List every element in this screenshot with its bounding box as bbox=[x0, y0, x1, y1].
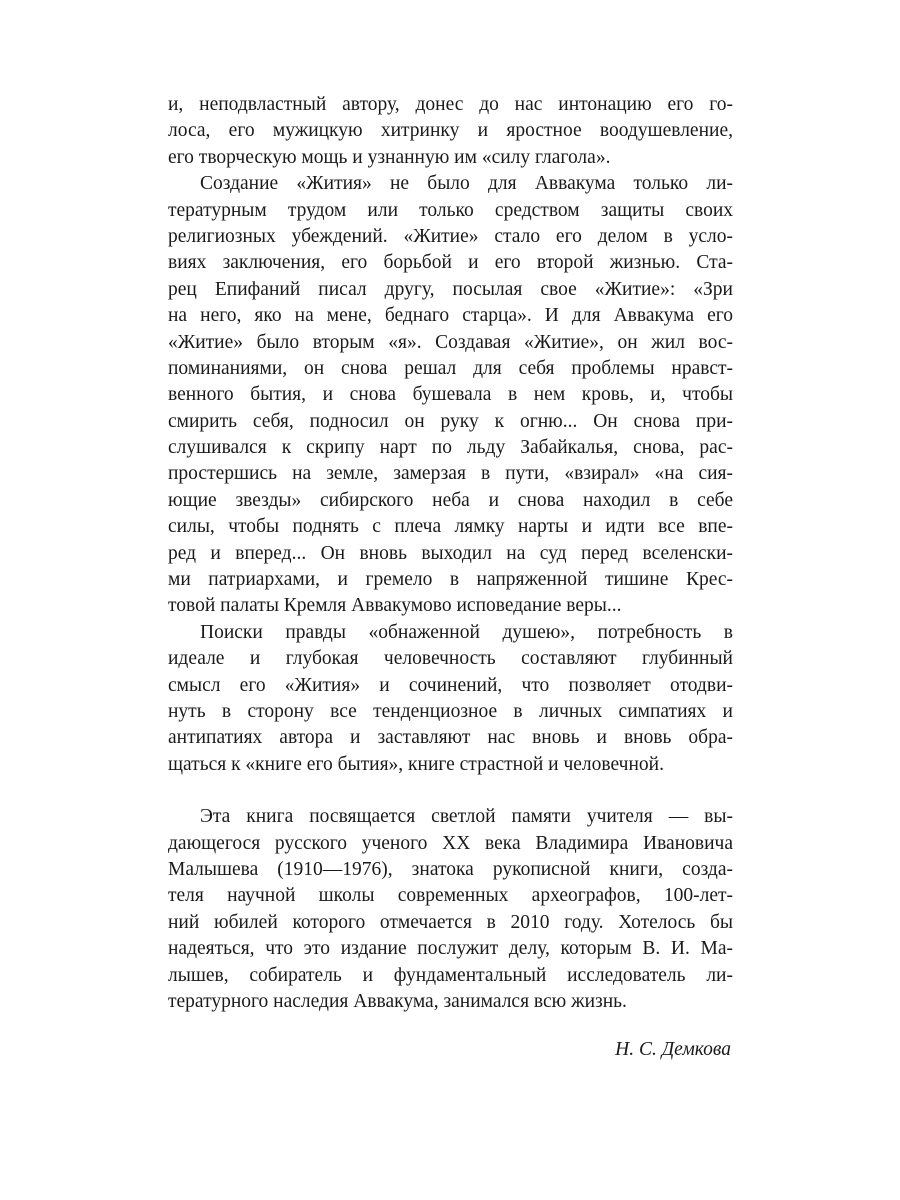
text-line: и, неподвластный автору, донес до нас интонацию его го- bbox=[168, 94, 733, 115]
paragraph-1 bbox=[168, 92, 733, 171]
text-line: ми патриархами, и гремело в напряженной тишине Крес- bbox=[168, 569, 733, 591]
text-line: Малышева (1910—1976), знатока рукописной книги, созда- bbox=[168, 858, 733, 880]
text-line: щаться к «книге его бытия», книге страстной и человечной. bbox=[168, 753, 664, 775]
text-line: ред и вперед... Он вновь выходил на суд перед вселенски- bbox=[168, 542, 733, 564]
author-signature: Н. С. Демкова bbox=[615, 1039, 731, 1061]
text-line: виях заключения, его борьбой и его второй жизнью. Ста- bbox=[168, 252, 733, 274]
dedication-paragraph bbox=[168, 804, 733, 1015]
text-line: «Житие» было вторым «я». Создавая «Житие», он жил вос- bbox=[168, 331, 733, 353]
text-line: надеяться, что это издание послужит делу, которым В. И. Ма- bbox=[168, 938, 733, 960]
text-line: Поиски правды «обнаженной душею», потребность в bbox=[200, 621, 733, 643]
text-line: простершись на земле, замерзая в пути, «взирал» «на сия- bbox=[168, 463, 733, 485]
text-line: слушивался к скрипу нарт по льду Забайкалья, снова, рас- bbox=[168, 437, 733, 459]
paragraph-2 bbox=[168, 171, 733, 620]
paragraph-3 bbox=[168, 620, 733, 778]
text-line: лоса, его мужицкую хитринку и яростное воодушевление, bbox=[168, 120, 733, 142]
text-line: Создание «Жития» не было для Аввакума только ли- bbox=[200, 173, 733, 195]
text-line: теля научной школы современных археографов, 100-лет- bbox=[168, 885, 733, 907]
text-block bbox=[168, 92, 733, 1063]
text-line: религиозных убеждений. «Житие» стало его делом в усло- bbox=[168, 225, 733, 247]
text-line: нуть в сторону все тенденциозное в личных симпатиях и bbox=[168, 700, 733, 722]
text-line: ющие звезды» сибирского неба и снова находил в себе bbox=[168, 489, 733, 511]
text-line: смысл его «Жития» и сочинений, что позволяет отодви- bbox=[168, 674, 733, 696]
text-line: поминаниями, он снова решал для себя проблемы нравст- bbox=[168, 357, 733, 379]
text-line: тературным трудом или только средством защиты своих bbox=[168, 199, 733, 221]
text-line: силы, чтобы поднять с плеча лямку нарты и идти все впе- bbox=[168, 516, 733, 538]
text-line: его творческую мощь и узнанную им «силу глагола». bbox=[168, 146, 611, 168]
text-line: товой палаты Кремля Аввакумово исповедание веры... bbox=[168, 595, 622, 617]
text-line: венного бытия, и снова бушевала в нем кровь, и, чтобы bbox=[168, 384, 733, 406]
text-line: тературного наследия Аввакума, занимался всю жизнь. bbox=[168, 990, 627, 1012]
text-line: рец Епифаний писал другу, посылая свое «Житие»: «Зри bbox=[168, 278, 733, 300]
text-line: антипатиях автора и заставляют нас вновь и вновь обра- bbox=[168, 727, 733, 749]
text-line: дающегося русского ученого XX века Владимира Ивановича bbox=[168, 832, 733, 854]
text-line: лышев, собиратель и фундаментальный исследователь ли- bbox=[168, 964, 733, 986]
section-gap bbox=[168, 778, 733, 804]
text-line: на него, яко на мене, беднаго старца». И для Аввакума его bbox=[168, 305, 733, 327]
text-line: ний юбилей которого отмечается в 2010 году. Хотелось бы bbox=[168, 911, 733, 933]
text-line: идеале и глубокая человечность составляют глубинный bbox=[168, 648, 733, 670]
text-line: смирить себя, подносил он руку к огню... Он снова при- bbox=[168, 410, 733, 432]
text-line: Эта книга посвящается светлой памяти учителя — вы- bbox=[200, 806, 733, 828]
